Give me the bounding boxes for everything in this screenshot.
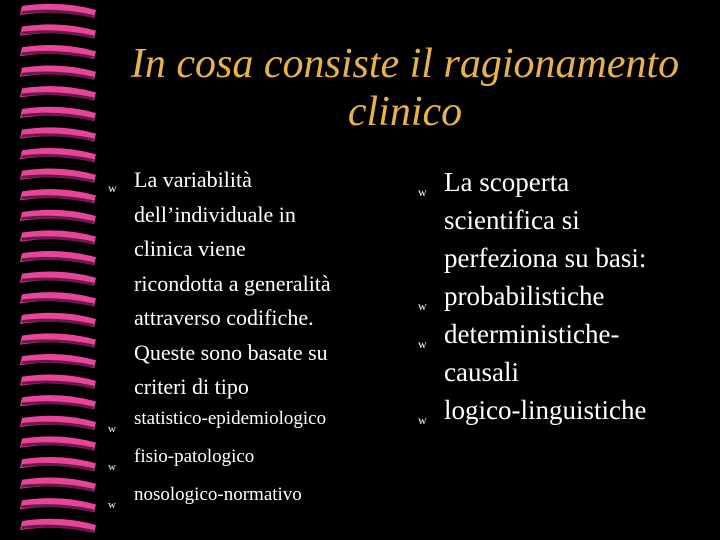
- right-line: logico-linguistiche: [444, 395, 647, 425]
- title-line-1: In cosa consiste il ragionamento: [130, 41, 680, 87]
- bullet-icon: w: [418, 337, 427, 351]
- left-line: Queste sono basate su: [134, 339, 328, 365]
- right-line: perfeziona su basi:: [444, 243, 647, 273]
- list-item: [418, 315, 718, 391]
- right-bullet-list: [418, 163, 718, 429]
- bullet-icon: w: [418, 413, 427, 427]
- left-line: ricondotta a generalità: [134, 270, 331, 296]
- list-item: [418, 391, 718, 429]
- slide-title: [100, 40, 710, 136]
- left-sub-list: [108, 400, 408, 514]
- title-line-2: clinico: [347, 89, 463, 135]
- left-line: criteri di tipo: [134, 374, 249, 399]
- right-line: causali: [444, 357, 519, 387]
- left-line: La variabilità: [134, 167, 252, 192]
- list-item: [418, 277, 718, 315]
- bullet-icon: w: [108, 461, 116, 473]
- right-line: deterministiche-: [444, 319, 620, 349]
- right-line: probabilistiche: [444, 281, 605, 311]
- right-line: scientifica si: [444, 205, 580, 235]
- list-item: [108, 476, 408, 514]
- list-item: [418, 163, 718, 277]
- bullet-icon: w: [418, 185, 427, 199]
- sub-item-label: nosologico-normativo: [134, 484, 302, 505]
- bullet-icon: w: [108, 423, 116, 435]
- sub-item-label: statistico-epidemiologico: [134, 408, 327, 429]
- sub-item-label: fisio-patologico: [134, 446, 255, 467]
- left-line: dell’individuale in: [134, 201, 296, 227]
- bullet-icon: w: [418, 299, 427, 313]
- bullet-icon: w: [108, 181, 117, 195]
- left-line: clinica viene: [134, 236, 246, 261]
- list-item: [108, 400, 408, 438]
- left-main-bullet: [108, 163, 398, 405]
- bullet-icon: w: [108, 499, 116, 511]
- left-line: attraverso codifiche.: [134, 305, 314, 330]
- spiral-binding-decoration: [0, 0, 110, 540]
- right-line: La scoperta: [444, 167, 570, 197]
- list-item: [108, 438, 408, 476]
